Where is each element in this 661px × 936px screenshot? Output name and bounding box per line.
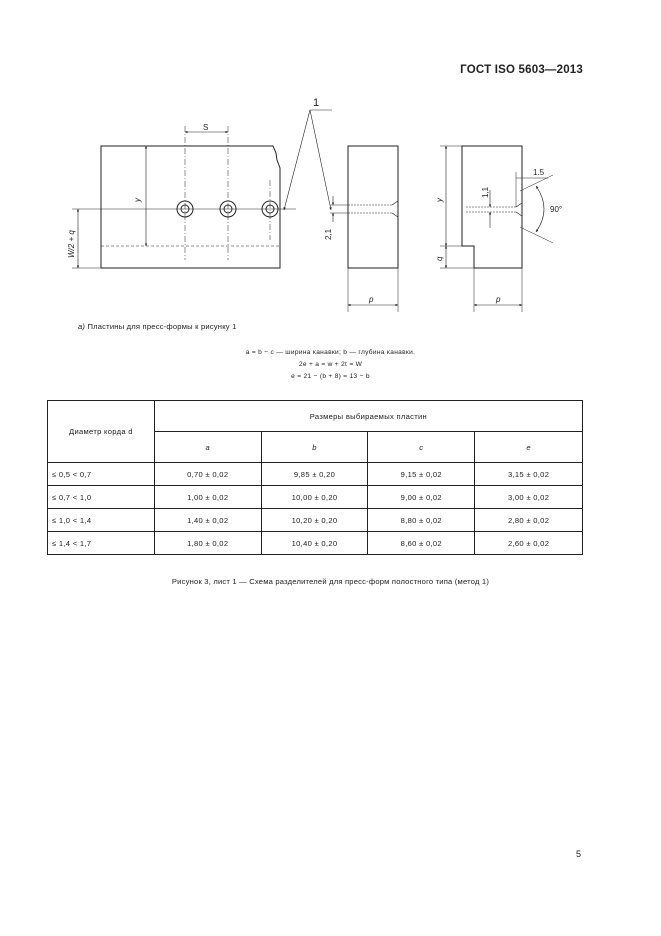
formula-line-2: 2e + a = w + 2t = W — [298, 361, 363, 368]
column-header-a: a — [154, 432, 261, 463]
table-cell: ≤ 0,7 < 1,0 — [48, 486, 155, 509]
dim-21-label: 2,1 — [324, 228, 333, 240]
standard-code: ГОСТ ISO 5603—2013 — [460, 64, 583, 76]
table-cell: 2,80 ± 0,02 — [475, 509, 583, 532]
table-cell: 8,80 ± 0,02 — [368, 509, 475, 532]
dim-y-label: y — [133, 198, 142, 202]
table-row — [48, 532, 583, 555]
dim-11-label: 1,1 — [481, 186, 490, 198]
table-cell: 10,20 ± 0,20 — [261, 509, 368, 532]
page-number: 5 — [576, 849, 582, 859]
table-cell: 8,60 ± 0,02 — [368, 532, 475, 555]
column-header-b: b — [261, 432, 368, 463]
table-row — [48, 463, 583, 486]
angle-90-label: 90° — [550, 205, 563, 214]
table-cell: 10,40 ± 0,20 — [261, 532, 368, 555]
table-cell: ≤ 1,4 < 1,7 — [48, 532, 155, 555]
dim-15-label: 1.5 — [533, 168, 545, 177]
table-cell: 3,15 ± 0,02 — [475, 463, 583, 486]
middle-plate — [330, 146, 398, 312]
table-cell: 1,80 ± 0,02 — [154, 532, 261, 555]
table-cell: ≤ 1,0 < 1,4 — [48, 509, 155, 532]
table-cell: ≤ 0,5 < 0,7 — [48, 463, 155, 486]
dim-p-right-label: p — [496, 295, 501, 304]
header-cord-diameter: Диаметр корда d — [48, 401, 155, 463]
callout-number: 1 — [313, 97, 320, 109]
header-plate-sizes: Размеры выбираемых пластин — [154, 401, 582, 432]
table-cell: 9,85 ± 0,20 — [261, 463, 368, 486]
figure-caption: Рисунок 3, лист 1 — Схема разделителей для пресс-форм полостного типа (метод 1) — [171, 577, 490, 586]
table-cell: 1,40 ± 0,02 — [154, 509, 261, 532]
drawing-caption — [78, 322, 237, 331]
left-plate — [72, 126, 296, 268]
table-cell: 3,00 ± 0,02 — [475, 486, 583, 509]
dim-y-right-label: y — [435, 198, 444, 202]
formula-line-3: e = 21 − (b + 8) = 13 − b — [291, 373, 370, 380]
table-cell: 1,00 ± 0,02 — [154, 486, 261, 509]
dim-p-label: p — [369, 295, 374, 304]
table-cell: 10,00 ± 0,20 — [261, 486, 368, 509]
technical-drawing — [0, 0, 661, 320]
formula-line-1: a = b − c — ширина канавки; b — глубина канавки. — [245, 349, 416, 356]
callout-1 — [284, 110, 332, 210]
table-row — [48, 509, 583, 532]
dim-s-label: S — [203, 123, 209, 132]
table-cell: 9,15 ± 0,02 — [368, 463, 475, 486]
table-cell: 0,70 ± 0,02 — [154, 463, 261, 486]
table-cell: 9,00 ± 0,02 — [368, 486, 475, 509]
dim-w2q-label: W/2 + q — [67, 230, 76, 258]
table-cell: 2,60 ± 0,02 — [475, 532, 583, 555]
dimensions-table — [47, 400, 583, 555]
table-row — [48, 486, 583, 509]
column-header-c: c — [368, 432, 475, 463]
drawing-caption-text: Пластины для пресс-формы к рисунку 1 — [87, 322, 237, 331]
column-header-e: e — [475, 432, 583, 463]
drawing-caption-prefix: а) — [78, 322, 86, 331]
dim-q-label: q — [435, 256, 444, 261]
